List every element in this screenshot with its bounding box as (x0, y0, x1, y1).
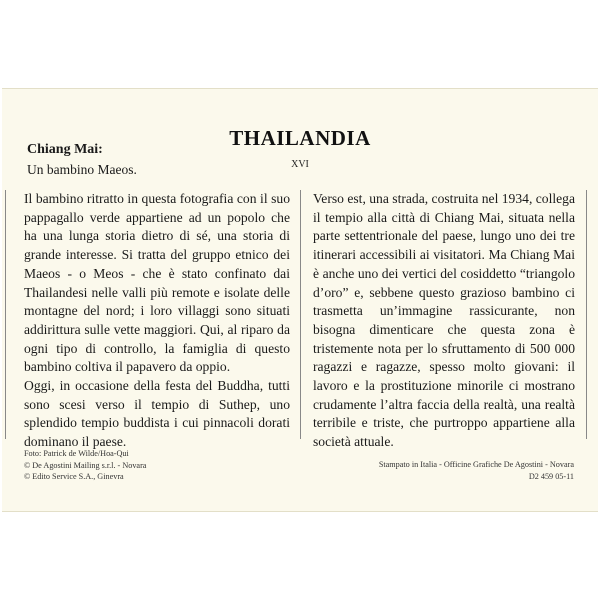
credit-photo: Foto: Patrick de Wilde/Hoa-Qui (24, 449, 129, 458)
text-column-right (313, 190, 575, 452)
card-title: THAILANDIA (229, 126, 371, 150)
right-divider (586, 190, 587, 439)
place-name: Chiang Mai: (27, 142, 103, 157)
postcard-back (2, 88, 598, 512)
credit-mailing: © De Agostini Mailing s.r.l. - Novara (24, 460, 147, 470)
printer-info (379, 459, 574, 483)
left-divider (5, 190, 6, 439)
credit-edito: © Edito Service S.A., Ginevra (24, 472, 124, 481)
printer-line: Stampato in Italia - Officine Grafiche De Agostini - Novara (378, 460, 574, 469)
paragraph: Il bambino ritratto in questa fotografia con il suo pappagallo verde appartiene ad un popolo che ha una lunga storia dietro di sé, una storia di grande interesse. Si tratta del gruppo etnico dei Maeos - o Meos - che è stato confinato dai Thailandesi nelle valli più remote e isolate delle montagne del nord; i loro villaggi sono situati addirittura sulle vette maggiori. Qui, al riparo da ogni tipo di controllo, la famiglia di questo bambino coltiva il papavero da oppio. (24, 191, 290, 375)
card-number: XVI (291, 159, 309, 170)
photo-credits (24, 448, 146, 483)
paragraph: Oggi, in occasione della festa del Buddha, tutti sono scesi verso il tempio di Suthep, uno splendido tempio buddista i cui pinnacoli dorati dominano il paese. (24, 378, 290, 450)
center-divider (300, 190, 301, 439)
text-column-left (24, 190, 290, 452)
photo-caption: Un bambino Maeos. (27, 162, 137, 177)
paragraph: Verso est, una strada, costruita nel 1934, collega il tempio alla città di Chiang Mai, situata nella parte settentrionale del paese, lungo uno dei tre itinerari accessibili ai visitatori. Ma Chiang Mai è anche uno dei vertici del cosiddetto “triangolo d’oro” e, sebbene questo grazioso bambino ci trasmetta un’immagine rassicurante, non bisogna dimenticare che questa zona è tristemente nota per lo sfruttamento di 500 000 ragazzi e ragazze, spesso molto giovani: il lavoro e la prostituzione minorile ci mostrano crudamente l’altra faccia della realtà, una realtà terribile e triste, che purtroppo appartiene alla società attuale. (313, 191, 575, 450)
print-code: D2 459 05-11 (528, 472, 574, 481)
